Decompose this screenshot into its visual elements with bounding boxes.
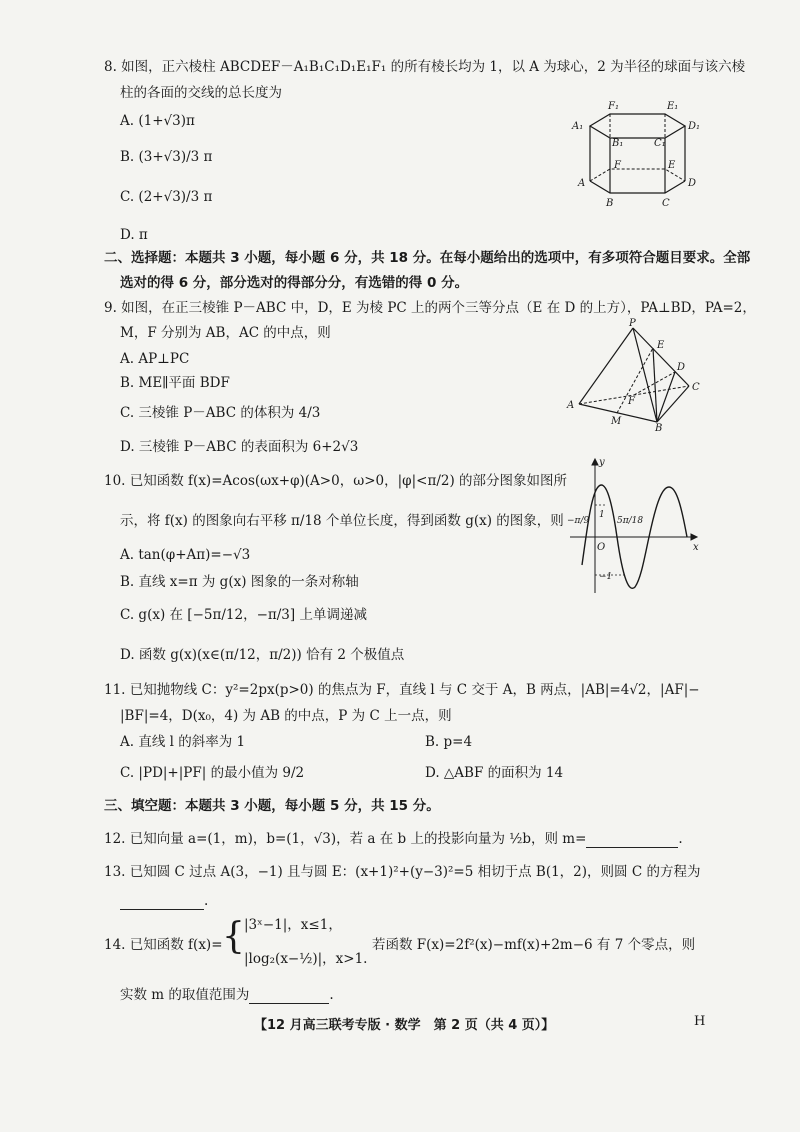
label-b: B [606, 198, 614, 209]
label-e: E [657, 340, 665, 351]
q11-stem-line1: 11. 已知抛物线 C：y²=2px(p>0) 的焦点为 F，直线 l 与 C 交于 A，B 两点，|AB|=4√2，|AF|− [104, 682, 700, 698]
q10-option-a: A. tan(φ+Aπ)=−√3 [120, 547, 251, 563]
q12-end: . [678, 831, 683, 847]
q9-option-c: C. 三棱锥 P－ABC 的体积为 4/3 [120, 405, 321, 421]
q11-option-a: A. 直线 l 的斜率为 1 [120, 734, 246, 750]
axis-y-label: y [599, 457, 605, 468]
q13-line2 [120, 892, 208, 910]
q14-brace: { [222, 916, 245, 957]
cosine-graph [565, 455, 705, 595]
q10-option-d: D. 函数 g(x)(x∈(π/12，π/2)) 恰有 2 个极值点 [120, 647, 405, 663]
q14-end: . [329, 987, 334, 1003]
q9-stem-line2: M，F 分别为 AB，AC 的中点，则 [120, 325, 331, 341]
section2-header-line1: 二、选择题：本题共 3 小题，每小题 6 分，共 18 分。在每小题给出的选项中，有多项符合题目要求。全部 [104, 250, 751, 266]
q14-line2 [120, 986, 334, 1004]
label-b: B [655, 423, 663, 433]
q10-stem-line2: 示，将 f(x) 的图象向右平移 π/18 个单位长度，得到函数 g(x) 的图象，则 [120, 513, 564, 529]
label-c: C [662, 198, 670, 209]
footer-page-info: 【12 月高三联考专版 · 数学 第 2 页（共 4 页）】 [254, 1018, 555, 1033]
q10-stem-line1: 10. 已知函数 f(x)=Acos(ωx+φ)(A>0，ω>0，|φ|<π/2) 的部分图象如图所 [104, 473, 568, 489]
q9-option-a: A. AP⊥PC [120, 351, 190, 367]
q11-option-b: B. p=4 [425, 734, 473, 750]
label-b1: B₁ [612, 138, 624, 149]
footer-version: H [694, 1014, 706, 1029]
q11-option-d: D. △ABF 的面积为 14 [425, 765, 564, 781]
section2-header-line2: 选对的得 6 分，部分选对的得部分分，有选错的得 0 分。 [120, 275, 469, 291]
label-a: A [567, 400, 575, 411]
pyramid-figure [565, 318, 705, 433]
q8-stem-line2: 柱的各面的交线的总长度为 [120, 85, 282, 101]
q14-case2: |log₂(x−½)|，x>1. [244, 951, 368, 967]
label-e1: E₁ [667, 101, 679, 112]
q11-stem-line2: |BF|=4，D(x₀，4) 为 AB 的中点，P 为 C 上一点，则 [120, 708, 452, 724]
q8-option-b: B. (3+√3)/3 π [120, 149, 213, 165]
label-d: D [677, 362, 686, 373]
q13-answer-blank[interactable] [120, 895, 204, 910]
label-f: F [614, 160, 621, 171]
label-m: M [611, 416, 622, 427]
q10-option-c: C. g(x) 在 [−5π/12，−π/3] 上单调递减 [120, 607, 367, 623]
q14-answer-blank[interactable] [249, 989, 329, 1004]
tick-neg-pi-9: −π/9 [567, 516, 590, 526]
q9-stem-line1: 9. 如图，在正三棱锥 P－ABC 中，D，E 为棱 PC 上的两个三等分点（E 在 D 的上方），PA⊥BD，PA=2， [104, 300, 756, 316]
q9-option-d: D. 三棱锥 P－ABC 的表面积为 6+2√3 [120, 439, 359, 455]
q8-option-c: C. (2+√3)/3 π [120, 189, 213, 205]
tick-5pi-18: 5π/18 [617, 516, 644, 526]
hexagonal-prism-figure [570, 96, 705, 211]
q8-option-d: D. π [120, 227, 148, 243]
label-f1: F₁ [608, 101, 619, 112]
q13-stem-line1: 13. 已知圆 C 过点 A(3，−1) 且与圆 E：(x+1)²+(y−3)²=5 相切于点 B(1，2)，则圆 C 的方程为 [104, 864, 701, 880]
q11-option-c: C. |PD|+|PF| 的最小值为 9/2 [120, 765, 305, 781]
section3-header: 三、填空题：本题共 3 小题，每小题 5 分，共 15 分。 [104, 798, 440, 814]
label-c1: C₁ [654, 138, 666, 149]
label-a: A [578, 178, 586, 189]
label-e: E [668, 160, 676, 171]
q13-end: . [204, 893, 209, 909]
axis-x-label: x [693, 542, 699, 553]
q10-option-b: B. 直线 x=π 为 g(x) 图象的一条对称轴 [120, 574, 359, 590]
q12-line [104, 830, 683, 848]
label-p: P [629, 318, 636, 329]
q14-prefix: 14. 已知函数 f(x)= [104, 937, 223, 953]
label-f: F [628, 396, 635, 407]
label-c: C [692, 382, 700, 393]
label-d: D [688, 178, 697, 189]
q8-option-a: A. (1+√3)π [120, 113, 195, 129]
origin-label: O [597, 542, 606, 553]
q9-option-b: B. ME∥平面 BDF [120, 375, 230, 391]
q14-line2-text: 实数 m 的取值范围为 [120, 987, 250, 1003]
q12-stem: 12. 已知向量 a=(1，m)，b=(1，√3)，若 a 在 b 上的投影向量为 ½b，则 m= [104, 831, 587, 847]
q14-suffix: 若函数 F(x)=2f²(x)−mf(x)+2m−6 有 7 个零点，则 [372, 937, 696, 953]
tick-y-neg1: −1 [599, 572, 613, 582]
q14-case1: |3ˣ−1|，x≤1， [244, 917, 342, 933]
q12-answer-blank[interactable] [586, 833, 678, 848]
label-d1: D₁ [688, 121, 701, 132]
q8-stem-line1: 8. 如图，正六棱柱 ABCDEF－A₁B₁C₁D₁E₁F₁ 的所有棱长均为 1，以 A 为球心，2 为半径的球面与该六棱 [104, 59, 746, 75]
tick-y-1: 1 [599, 510, 605, 520]
label-a1: A₁ [572, 121, 584, 132]
